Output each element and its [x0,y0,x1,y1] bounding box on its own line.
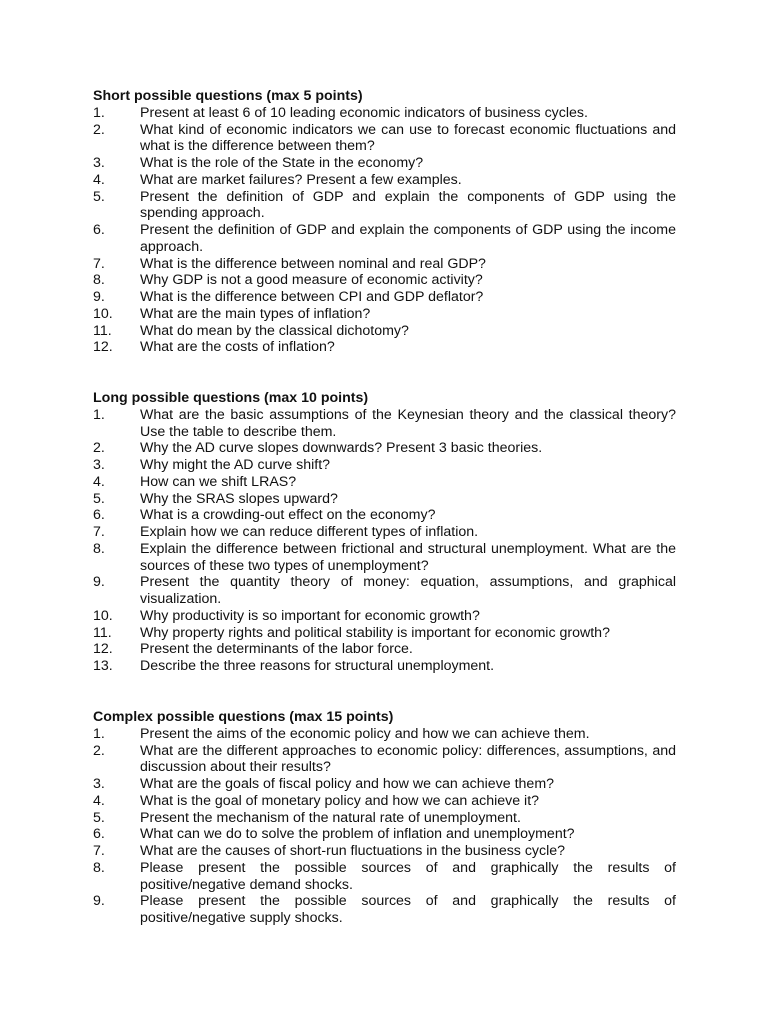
question-item [93,860,676,894]
question-number: 4. [93,171,105,188]
question-number: 2. [93,440,105,457]
question-item [93,189,676,223]
question-number: 12. [93,339,113,356]
question-number: 2. [93,742,105,759]
question-text: Why productivity is so important for economic growth? [140,607,480,624]
question-item [93,793,676,810]
question-text: What kind of economic indicators we can use to forecast economic fluctuations and what is the difference between them? [140,121,676,155]
question-number: 8. [93,272,105,289]
question-text: Present the mechanism of the natural rate of unemployment. [140,809,521,826]
question-number: 2. [93,121,105,138]
question-text: What can we do to solve the problem of inflation and unemployment? [140,826,575,843]
question-text: What is the role of the State in the economy? [140,155,424,171]
question-text: Describe the three reasons for structural unemployment. [140,658,495,674]
question-item [93,172,676,189]
section-short-questions [93,88,676,356]
question-number: 11. [93,624,112,641]
question-item [93,407,676,441]
question-item [93,272,676,289]
question-text: Why property rights and political stability is important for economic growth? [140,624,610,641]
question-number: 13. [93,658,113,674]
question-item [93,625,676,642]
question-number: 5. [93,809,105,826]
question-text: Explain the difference between frictional and structural unemployment. What are the sources of these two types of unemployment? [140,540,676,574]
question-number: 6. [93,507,105,524]
question-item [93,105,676,122]
question-item [93,289,676,306]
question-number: 8. [93,540,105,557]
question-list [93,105,676,356]
question-item [93,524,676,541]
question-number: 6. [93,826,105,843]
question-text: What are the goals of fiscal policy and how we can achieve them? [140,776,555,792]
question-text: Present the determinants of the labor force. [140,641,413,658]
question-text: What are the different approaches to economic policy: differences, assumptions, and discussion about their results? [140,742,676,776]
question-text: Why the SRAS slopes upward? [140,490,338,507]
question-number: 6. [93,222,105,238]
question-item [93,155,676,172]
question-list [93,407,676,675]
question-item [93,810,676,827]
question-text: How can we shift LRAS? [140,473,297,490]
question-item [93,222,676,256]
question-text: What are the costs of inflation? [140,339,335,356]
question-item [93,658,676,675]
section-title: Short possible questions (max 5 points) [93,88,363,104]
question-text: What do mean by the classical dichotomy? [140,322,409,339]
question-item [93,743,676,777]
question-number: 3. [93,155,105,171]
question-text: Why might the AD curve shift? [140,457,331,473]
question-item [93,474,676,491]
question-text: Why GDP is not a good measure of economic activity? [140,272,483,289]
question-item [93,574,676,608]
question-item [93,726,676,743]
question-number: 5. [93,188,105,205]
question-text: What are the main types of inflation? [140,305,371,322]
question-item [93,457,676,474]
question-text: Present the quantity theory of money: equation, assumptions, and graphical visualization. [140,574,676,607]
question-item [93,776,676,793]
question-number: 10. [93,607,113,624]
question-number: 12. [93,641,113,658]
question-text: What are the basic assumptions of the Keynesian theory and the classical theory? Use the table to describe them. [140,406,676,440]
question-item [93,893,676,927]
question-number: 5. [93,490,105,507]
question-text: Please present the possible sources of and graphically the results of positive/negative demand shocks. [140,859,676,893]
question-item [93,491,676,508]
question-text: Present at least 6 of 10 leading economic indicators of business cycles. [140,104,588,121]
question-item [93,507,676,524]
question-list [93,726,676,927]
question-number: 8. [93,859,105,876]
section-long-questions [93,390,676,675]
question-text: What is the goal of monetary policy and how we can achieve it? [140,792,540,809]
question-text: What is the difference between nominal and real GDP? [140,255,486,272]
question-text: What is a crowding-out effect on the economy? [140,507,436,524]
question-text: Why the AD curve slopes downwards? Present 3 basic theories. [140,440,543,457]
question-number: 3. [93,776,105,792]
question-item [93,440,676,457]
question-item [93,641,676,658]
question-number: 1. [93,104,105,121]
question-number: 10. [93,305,113,322]
question-number: 9. [93,574,105,591]
question-number: 1. [93,725,105,742]
question-item [93,256,676,273]
question-text: Explain how we can reduce different types of inflation. [140,524,479,540]
question-number: 4. [93,792,105,809]
question-text: What is the difference between CPI and GDP deflator? [140,289,484,305]
section-title: Complex possible questions (max 15 points) [93,709,394,725]
question-number: 4. [93,473,105,490]
question-text: Present the aims of the economic policy and how we can achieve them. [140,725,590,742]
question-text: What are the causes of short-run fluctuations in the business cycle? [140,843,566,859]
question-number: 7. [93,255,105,272]
question-number: 11. [93,322,112,339]
question-item [93,306,676,323]
question-item [93,826,676,843]
question-item [93,843,676,860]
question-text: What are market failures? Present a few examples. [140,171,462,188]
section-title: Long possible questions (max 10 points) [93,390,369,406]
question-number: 9. [93,289,105,305]
question-item [93,339,676,356]
question-number: 3. [93,457,105,473]
section-complex-questions [93,709,676,927]
question-item [93,608,676,625]
question-number: 7. [93,843,105,859]
question-number: 9. [93,893,105,910]
question-text: Present the definition of GDP and explain the components of GDP using the income approach. [140,222,676,255]
question-number: 7. [93,524,105,540]
question-item [93,122,676,156]
question-text: Present the definition of GDP and explain the components of GDP using the spending approach. [140,188,676,222]
question-number: 1. [93,406,105,423]
question-item [93,323,676,340]
question-item [93,541,676,575]
question-text: Please present the possible sources of and graphically the results of positive/negative supply shocks. [140,893,676,926]
